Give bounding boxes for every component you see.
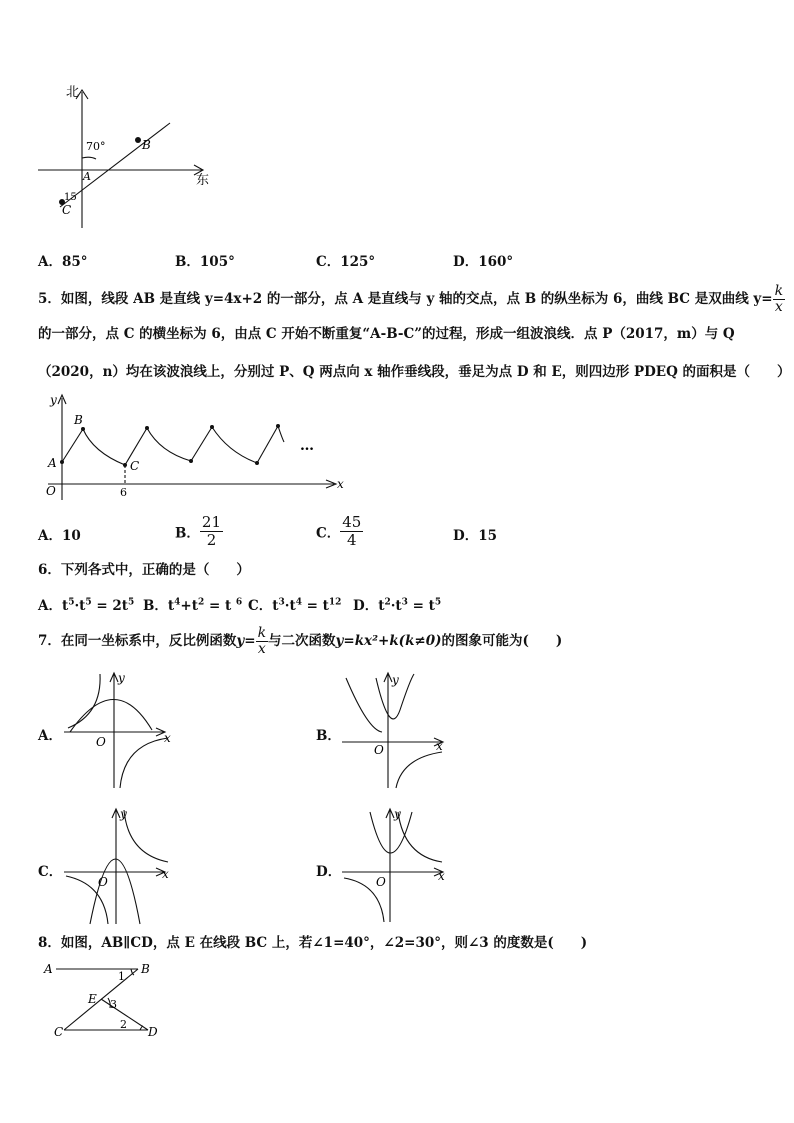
q4-option-c[interactable]: C．125° xyxy=(316,254,376,270)
q5-line-2: 的一部分，点 C 的横坐标为 6，由点 C 开始不断重复“A-B-C”的过程，形成一组波浪线．点 P（2017，m）与 Q xyxy=(38,326,735,342)
q6-c-exp: 3 xyxy=(278,597,285,608)
fig8-point-d: D xyxy=(148,1025,158,1039)
q6-b-exp: 6 xyxy=(235,597,243,608)
q6-a-exp: 5 xyxy=(128,597,135,608)
q5-option-b-fraction xyxy=(200,514,223,549)
graph-d-x-label: x xyxy=(438,869,445,883)
q5-line-3: （2020，n）均在该波浪线上，分别过 P、Q 两点向 x 轴作垂线段，垂足为点 D 和 E，则四边形 PDEQ 的面积是（ ） xyxy=(38,364,791,380)
fig8-angle-2: 2 xyxy=(120,1018,127,1031)
q5-fraction xyxy=(773,284,785,315)
fig8-point-a: A xyxy=(44,962,53,976)
east-label: 东 xyxy=(196,173,210,188)
q5-text-1: 5．如图，线段 AB 是直线 y=4x+2 的一部分，点 A 是直线与 y 轴的交点，点 B 的纵坐标为 6，曲线 BC 是双曲线 y= xyxy=(38,291,773,307)
graph-b-x-label: x xyxy=(436,739,443,753)
point-b-label: B xyxy=(142,138,151,152)
fig8-angle-3: 3 xyxy=(110,998,117,1011)
q6-option-c[interactable] xyxy=(248,594,341,614)
wave-point-b-label: B xyxy=(74,413,83,427)
q6-d-part: = t xyxy=(407,598,435,614)
graph-b-y-label: y xyxy=(392,673,399,687)
q5-option-c-fraction xyxy=(340,514,363,549)
graph-d-origin: O xyxy=(376,875,386,889)
q6-d-exp: 5 xyxy=(434,597,442,608)
q7-option-a-label[interactable]: A． xyxy=(38,728,62,744)
q7-option-b-label[interactable]: B． xyxy=(316,728,341,744)
q6-option-a[interactable] xyxy=(38,594,134,614)
q7-text-post: 的图象可能为( ) xyxy=(441,633,563,649)
q5-option-c-num: 45 xyxy=(342,513,362,531)
north-label: 北 xyxy=(66,85,80,100)
q6-a-exp: 5 xyxy=(68,597,75,608)
q7-graph-b[interactable] xyxy=(338,670,450,790)
x-axis-label: x xyxy=(337,477,344,491)
angle-15-label: 15 xyxy=(64,192,77,203)
q6-option-b[interactable] xyxy=(143,594,242,614)
q7-y-eq: y= xyxy=(236,633,256,649)
q7-expression: y=kx²+k(k≠0) xyxy=(335,633,442,649)
q5-frac-den: x xyxy=(774,299,783,315)
q5-option-b[interactable] xyxy=(175,514,223,549)
q7-option-c-label[interactable]: C． xyxy=(38,864,63,880)
q5-frac-num: k xyxy=(774,283,784,299)
q6-a-part: ·t xyxy=(74,598,86,614)
q6-b-exp: 4 xyxy=(174,597,181,608)
q7-graph-c[interactable] xyxy=(60,804,174,926)
fig8-angle-1: 1 xyxy=(118,970,125,983)
q8-question: 8．如图，AB∥CD，点 E 在线段 BC 上，若∠1=40°，∠2=30°，则∠3 的度数是( ) xyxy=(38,935,588,951)
point-a-label: A xyxy=(83,170,91,183)
q5-option-a[interactable]: A．10 xyxy=(38,528,81,544)
q6-c-part: = t xyxy=(301,598,329,614)
q6-d-part: ·t xyxy=(390,598,402,614)
q4-option-b[interactable]: B．105° xyxy=(175,254,235,270)
origin-label: O xyxy=(46,484,56,498)
ellipsis-label: … xyxy=(300,438,314,454)
q7-graph-d[interactable] xyxy=(338,804,450,924)
q6-b-part: +t xyxy=(180,598,198,614)
wave-figure xyxy=(38,390,350,502)
q6-b-exp: 2 xyxy=(197,597,205,608)
q6-d-part: D．t xyxy=(353,598,385,614)
q5-option-c-prefix: C． xyxy=(316,525,341,542)
angle-70-label: 70° xyxy=(86,140,106,153)
compass-figure xyxy=(30,80,230,230)
q5-option-d[interactable]: D．15 xyxy=(453,528,497,544)
q5-line-1 xyxy=(38,284,785,315)
q6-a-part: A．t xyxy=(38,598,69,614)
q5-option-b-den: 2 xyxy=(206,531,217,549)
y-axis-label: y xyxy=(50,393,57,407)
graph-d-y-label: y xyxy=(394,807,401,821)
q4-option-a[interactable]: A．85° xyxy=(38,254,88,270)
q7-text-pre: 7．在同一坐标系中，反比例函数 xyxy=(38,633,237,649)
q7-text-mid: 与二次函数 xyxy=(268,633,336,649)
wave-point-a-label: A xyxy=(48,456,57,470)
q6-question: 6．下列各式中，正确的是（ ） xyxy=(38,562,250,578)
parallel-lines-figure xyxy=(38,956,178,1044)
q7-frac-num: k xyxy=(257,625,267,641)
q6-c-part: ·t xyxy=(284,598,296,614)
q7-frac-den: x xyxy=(257,641,266,657)
q6-b-part: B．t xyxy=(143,598,175,614)
q4-option-d[interactable]: D．160° xyxy=(453,254,514,270)
q5-option-c-den: 4 xyxy=(347,531,357,549)
q7-question xyxy=(38,626,562,657)
point-c-label: C xyxy=(62,203,72,217)
q6-c-part: C．t xyxy=(248,598,279,614)
graph-a-x-label: x xyxy=(164,731,171,745)
graph-a-y-label: y xyxy=(118,671,125,685)
graph-c-y-label: y xyxy=(120,807,127,821)
q7-fraction xyxy=(256,626,268,657)
q7-option-d-label[interactable]: D． xyxy=(316,864,342,880)
q5-option-b-prefix: B． xyxy=(175,525,200,542)
q6-b-part: = t xyxy=(204,598,236,614)
q6-c-exp: 4 xyxy=(295,597,302,608)
q6-d-exp: 3 xyxy=(401,597,408,608)
graph-b-origin: O xyxy=(374,743,384,757)
q6-d-exp: 2 xyxy=(384,597,391,608)
graph-c-origin: O xyxy=(98,875,108,889)
q6-option-d[interactable] xyxy=(353,594,441,614)
fig8-point-c: C xyxy=(54,1025,64,1039)
q6-c-exp: 12 xyxy=(328,597,342,608)
fig8-point-b: B xyxy=(141,962,150,976)
tick-six-label: 6 xyxy=(120,486,127,499)
q6-a-part: = 2t xyxy=(91,598,129,614)
q6-a-exp: 5 xyxy=(85,597,92,608)
graph-c-x-label: x xyxy=(162,867,169,881)
q5-option-c[interactable] xyxy=(316,514,363,549)
graph-a-origin: O xyxy=(96,735,106,749)
q5-option-b-num: 21 xyxy=(201,513,222,531)
wave-point-c-label: C xyxy=(130,459,140,473)
fig8-point-e: E xyxy=(88,992,97,1006)
q7-graph-a[interactable] xyxy=(60,668,174,790)
